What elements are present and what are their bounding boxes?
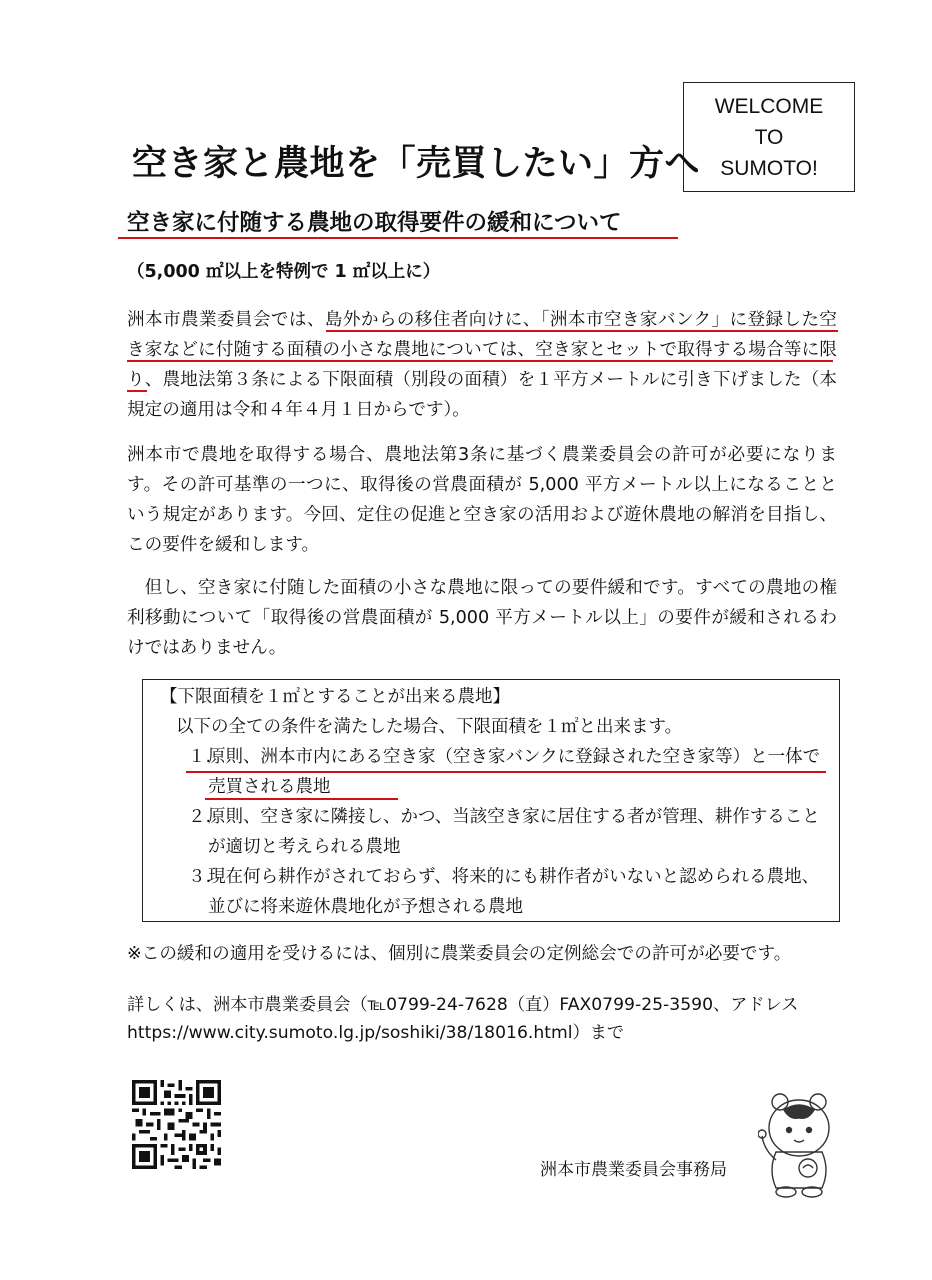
highlight-underline <box>127 390 147 392</box>
highlight-underline <box>326 330 838 332</box>
condition-number: ２. <box>188 807 212 827</box>
condition-number: ３. <box>188 867 212 887</box>
permit-note: ※この緩和の適用を受けるには、個別に農業委員会の定例総会での許可が必要です。 <box>127 944 792 964</box>
conditions-box <box>142 679 840 922</box>
page-title: 空き家と農地を「売買したい」方へ <box>132 144 701 184</box>
highlight-underline <box>186 771 826 773</box>
condition-item-3 <box>188 862 828 922</box>
welcome-box <box>683 82 855 192</box>
page-subtitle: 空き家に付随する農地の取得要件の緩和について <box>127 210 622 236</box>
subtitle-underline <box>118 237 678 239</box>
paragraph-intro: 洲本市農業委員会では、島外からの移住者向けに、「洲本市空き家バンク」に登録した空き家などに付随する面積の小さな農地については、空き家とセットで取得する場合等に限り、農地法第３条による下限面積（別段の面積）を１平方メートルに引き下げました（本規定の適用は令和４年４月１日からです）。 <box>127 310 837 420</box>
area-note: （5,000 ㎡以上を特例で 1 ㎡以上に） <box>127 262 441 282</box>
condition-text: 現在何ら耕作がされておらず、将来的にも耕作者がいないと認められる農地、並びに将来遊休農地化が予想される農地 <box>208 867 820 917</box>
condition-text: 原則、空き家に隣接し、かつ、当該空き家に居住する者が管理、耕作することが適切と考えられる農地 <box>208 807 820 857</box>
paragraph-permit: 洲本市で農地を取得する場合、農地法第3条に基づく農業委員会の許可が必要になります。その許可基準の一つに、取得後の営農面積が 5,000 平方メートル以上になることという規定があります。今回、定住の促進と空き家の活用および遊休農地の解消を目指し、この要件を緩和します。 <box>127 445 837 555</box>
highlight-underline <box>205 798 398 800</box>
qr-code-icon[interactable] <box>132 1080 221 1169</box>
mascot-character-icon <box>758 1090 840 1200</box>
conditions-intro: 以下の全ての条件を満たした場合、下限面積を１㎡と出来ます。 <box>176 717 683 737</box>
condition-number: １. <box>188 747 212 767</box>
conditions-heading: 【下限面積を１㎡とすることが出来る農地】 <box>160 687 510 707</box>
contact-line-1: 詳しくは、洲本市農業委員会（℡0799-24-7628（直）FAX0799-25-3590、アドレス <box>127 995 799 1015</box>
contact-info <box>127 991 798 1047</box>
paragraph-caveat: 但し、空き家に付随した面積の小さな農地に限っての要件緩和です。すべての農地の権利移動について「取得後の営農面積が 5,000 平方メートル以上」の要件が緩和されるわけではありません。 <box>127 578 837 658</box>
welcome-line-1: WELCOME <box>714 94 824 118</box>
condition-text: 原則、洲本市内にある空き家（空き家バンクに登録された空き家等）と一体で売買される農地 <box>208 747 821 797</box>
welcome-line-2: TO <box>754 125 784 149</box>
contact-url-line[interactable]: https://www.city.sumoto.lg.jp/soshiki/38/18016.html）まで <box>127 1023 625 1043</box>
footer-organization: 洲本市農業委員会事務局 <box>540 1160 727 1180</box>
welcome-line-3: SUMOTO! <box>720 156 818 180</box>
condition-item-2 <box>188 802 828 862</box>
highlight-underline <box>127 360 833 362</box>
